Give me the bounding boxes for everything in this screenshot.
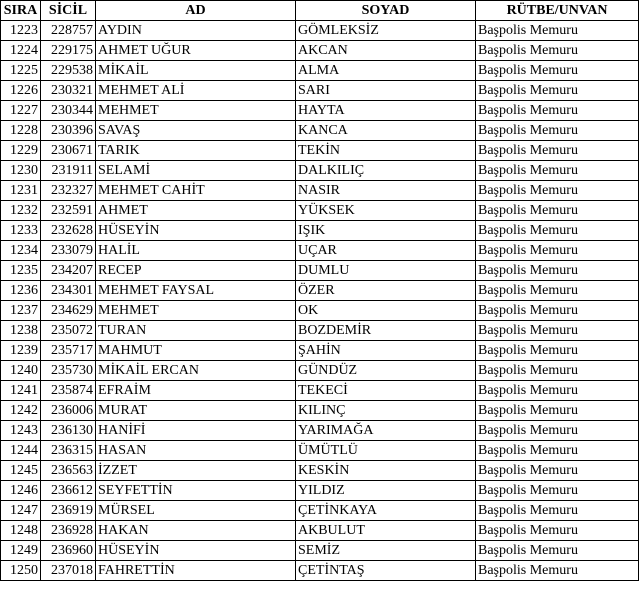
cell-sicil: 236928 xyxy=(41,521,96,541)
table-row xyxy=(1,441,639,461)
header-row xyxy=(1,1,639,21)
cell-ad: MEHMET FAYSAL xyxy=(96,281,296,301)
cell-sicil: 234207 xyxy=(41,261,96,281)
cell-ad: MİKAİL ERCAN xyxy=(96,361,296,381)
table-row xyxy=(1,81,639,101)
cell-sicil: 229175 xyxy=(41,41,96,61)
cell-rutbe: Başpolis Memuru xyxy=(476,241,639,261)
cell-soyad: TEKİN xyxy=(296,141,476,161)
cell-sira: 1224 xyxy=(1,41,41,61)
cell-ad: AYDIN xyxy=(96,21,296,41)
header-rutbe: RÜTBE/UNVAN xyxy=(476,1,639,21)
cell-ad: SAVAŞ xyxy=(96,121,296,141)
cell-rutbe: Başpolis Memuru xyxy=(476,481,639,501)
cell-soyad: ÜMÜTLÜ xyxy=(296,441,476,461)
cell-rutbe: Başpolis Memuru xyxy=(476,381,639,401)
cell-soyad: YÜKSEK xyxy=(296,201,476,221)
table-row xyxy=(1,541,639,561)
cell-rutbe: Başpolis Memuru xyxy=(476,541,639,561)
cell-sicil: 236960 xyxy=(41,541,96,561)
cell-sira: 1244 xyxy=(1,441,41,461)
table-row xyxy=(1,21,639,41)
table-row xyxy=(1,321,639,341)
cell-soyad: UÇAR xyxy=(296,241,476,261)
cell-sira: 1240 xyxy=(1,361,41,381)
table-row xyxy=(1,281,639,301)
cell-sira: 1241 xyxy=(1,381,41,401)
cell-rutbe: Başpolis Memuru xyxy=(476,441,639,461)
cell-sicil: 235874 xyxy=(41,381,96,401)
cell-sira: 1236 xyxy=(1,281,41,301)
cell-rutbe: Başpolis Memuru xyxy=(476,561,639,581)
cell-sira: 1234 xyxy=(1,241,41,261)
cell-sicil: 232591 xyxy=(41,201,96,221)
cell-sira: 1229 xyxy=(1,141,41,161)
cell-sicil: 235730 xyxy=(41,361,96,381)
cell-soyad: ŞAHİN xyxy=(296,341,476,361)
cell-rutbe: Başpolis Memuru xyxy=(476,401,639,421)
cell-sira: 1243 xyxy=(1,421,41,441)
cell-sicil: 236612 xyxy=(41,481,96,501)
cell-ad: SELAMİ xyxy=(96,161,296,181)
table-row xyxy=(1,421,639,441)
cell-rutbe: Başpolis Memuru xyxy=(476,81,639,101)
cell-soyad: ÇETİNKAYA xyxy=(296,501,476,521)
cell-sicil: 231911 xyxy=(41,161,96,181)
table-row xyxy=(1,241,639,261)
cell-rutbe: Başpolis Memuru xyxy=(476,181,639,201)
cell-rutbe: Başpolis Memuru xyxy=(476,521,639,541)
cell-sira: 1227 xyxy=(1,101,41,121)
cell-ad: MAHMUT xyxy=(96,341,296,361)
cell-sira: 1225 xyxy=(1,61,41,81)
cell-sira: 1238 xyxy=(1,321,41,341)
cell-sira: 1245 xyxy=(1,461,41,481)
cell-soyad: AKBULUT xyxy=(296,521,476,541)
table-row xyxy=(1,341,639,361)
table-row xyxy=(1,521,639,541)
header-soyad: SOYAD xyxy=(296,1,476,21)
cell-ad: RECEP xyxy=(96,261,296,281)
table-row xyxy=(1,261,639,281)
cell-sicil: 230321 xyxy=(41,81,96,101)
cell-rutbe: Başpolis Memuru xyxy=(476,341,639,361)
table-row xyxy=(1,361,639,381)
cell-sicil: 230344 xyxy=(41,101,96,121)
cell-ad: TURAN xyxy=(96,321,296,341)
cell-soyad: HAYTA xyxy=(296,101,476,121)
cell-ad: FAHRETTİN xyxy=(96,561,296,581)
cell-rutbe: Başpolis Memuru xyxy=(476,61,639,81)
cell-ad: MURAT xyxy=(96,401,296,421)
cell-sicil: 233079 xyxy=(41,241,96,261)
cell-sicil: 236006 xyxy=(41,401,96,421)
cell-sicil: 230396 xyxy=(41,121,96,141)
cell-soyad: TEKECİ xyxy=(296,381,476,401)
cell-ad: EFRAİM xyxy=(96,381,296,401)
header-sicil: SİCİL xyxy=(41,1,96,21)
cell-ad: MEHMET xyxy=(96,101,296,121)
header-sira: SIRA xyxy=(1,1,41,21)
table-row xyxy=(1,481,639,501)
cell-rutbe: Başpolis Memuru xyxy=(476,221,639,241)
cell-ad: MEHMET CAHİT xyxy=(96,181,296,201)
table-row xyxy=(1,41,639,61)
table-row xyxy=(1,61,639,81)
cell-rutbe: Başpolis Memuru xyxy=(476,141,639,161)
cell-rutbe: Başpolis Memuru xyxy=(476,461,639,481)
cell-soyad: BOZDEMİR xyxy=(296,321,476,341)
cell-rutbe: Başpolis Memuru xyxy=(476,41,639,61)
cell-sicil: 230671 xyxy=(41,141,96,161)
table-body xyxy=(1,21,639,581)
cell-ad: MÜRSEL xyxy=(96,501,296,521)
cell-rutbe: Başpolis Memuru xyxy=(476,121,639,141)
cell-ad: AHMET xyxy=(96,201,296,221)
cell-sicil: 236315 xyxy=(41,441,96,461)
cell-ad: HALİL xyxy=(96,241,296,261)
header-ad: AD xyxy=(96,1,296,21)
cell-sicil: 232628 xyxy=(41,221,96,241)
cell-rutbe: Başpolis Memuru xyxy=(476,201,639,221)
cell-ad: MEHMET ALİ xyxy=(96,81,296,101)
cell-sicil: 232327 xyxy=(41,181,96,201)
cell-rutbe: Başpolis Memuru xyxy=(476,321,639,341)
cell-sira: 1250 xyxy=(1,561,41,581)
cell-sicil: 237018 xyxy=(41,561,96,581)
cell-ad: HAKAN xyxy=(96,521,296,541)
cell-rutbe: Başpolis Memuru xyxy=(476,161,639,181)
cell-sicil: 234301 xyxy=(41,281,96,301)
cell-ad: HÜSEYİN xyxy=(96,541,296,561)
cell-sira: 1235 xyxy=(1,261,41,281)
cell-sira: 1249 xyxy=(1,541,41,561)
cell-sira: 1242 xyxy=(1,401,41,421)
cell-rutbe: Başpolis Memuru xyxy=(476,301,639,321)
cell-soyad: NASIR xyxy=(296,181,476,201)
cell-soyad: GÖMLEKSİZ xyxy=(296,21,476,41)
cell-sira: 1237 xyxy=(1,301,41,321)
cell-sira: 1223 xyxy=(1,21,41,41)
cell-sicil: 234629 xyxy=(41,301,96,321)
cell-sira: 1226 xyxy=(1,81,41,101)
table-row xyxy=(1,101,639,121)
cell-soyad: GÜNDÜZ xyxy=(296,361,476,381)
cell-ad: TARIK xyxy=(96,141,296,161)
table-row xyxy=(1,221,639,241)
cell-soyad: KESKİN xyxy=(296,461,476,481)
cell-rutbe: Başpolis Memuru xyxy=(476,361,639,381)
cell-soyad: DUMLU xyxy=(296,261,476,281)
cell-rutbe: Başpolis Memuru xyxy=(476,281,639,301)
cell-soyad: ALMA xyxy=(296,61,476,81)
cell-sira: 1247 xyxy=(1,501,41,521)
cell-soyad: AKCAN xyxy=(296,41,476,61)
cell-sira: 1231 xyxy=(1,181,41,201)
cell-ad: SEYFETTİN xyxy=(96,481,296,501)
cell-sira: 1246 xyxy=(1,481,41,501)
cell-sira: 1232 xyxy=(1,201,41,221)
table-row xyxy=(1,201,639,221)
cell-soyad: SEMİZ xyxy=(296,541,476,561)
table-row xyxy=(1,401,639,421)
cell-ad: MİKAİL xyxy=(96,61,296,81)
cell-sicil: 228757 xyxy=(41,21,96,41)
table-row xyxy=(1,561,639,581)
cell-ad: AHMET UĞUR xyxy=(96,41,296,61)
cell-soyad: IŞIK xyxy=(296,221,476,241)
cell-sicil: 236130 xyxy=(41,421,96,441)
cell-ad: HÜSEYİN xyxy=(96,221,296,241)
cell-sira: 1228 xyxy=(1,121,41,141)
cell-ad: İZZET xyxy=(96,461,296,481)
table-row xyxy=(1,161,639,181)
table-row xyxy=(1,181,639,201)
cell-ad: HANİFİ xyxy=(96,421,296,441)
table-row xyxy=(1,381,639,401)
cell-ad: HASAN xyxy=(96,441,296,461)
cell-sira: 1239 xyxy=(1,341,41,361)
cell-rutbe: Başpolis Memuru xyxy=(476,21,639,41)
cell-soyad: KILINÇ xyxy=(296,401,476,421)
cell-soyad: ÖZER xyxy=(296,281,476,301)
cell-sira: 1248 xyxy=(1,521,41,541)
table-row xyxy=(1,501,639,521)
cell-soyad: OK xyxy=(296,301,476,321)
cell-sicil: 235717 xyxy=(41,341,96,361)
cell-sira: 1233 xyxy=(1,221,41,241)
cell-soyad: SARI xyxy=(296,81,476,101)
cell-ad: MEHMET xyxy=(96,301,296,321)
cell-soyad: YARIMAĞA xyxy=(296,421,476,441)
cell-soyad: ÇETİNTAŞ xyxy=(296,561,476,581)
cell-rutbe: Başpolis Memuru xyxy=(476,421,639,441)
table-row xyxy=(1,461,639,481)
cell-rutbe: Başpolis Memuru xyxy=(476,501,639,521)
table-row xyxy=(1,141,639,161)
cell-sicil: 236563 xyxy=(41,461,96,481)
cell-sira: 1230 xyxy=(1,161,41,181)
cell-soyad: YILDIZ xyxy=(296,481,476,501)
cell-soyad: DALKILIÇ xyxy=(296,161,476,181)
cell-sicil: 236919 xyxy=(41,501,96,521)
cell-rutbe: Başpolis Memuru xyxy=(476,101,639,121)
table-row xyxy=(1,121,639,141)
cell-sicil: 229538 xyxy=(41,61,96,81)
cell-soyad: KANCA xyxy=(296,121,476,141)
table-row xyxy=(1,301,639,321)
cell-rutbe: Başpolis Memuru xyxy=(476,261,639,281)
cell-sicil: 235072 xyxy=(41,321,96,341)
